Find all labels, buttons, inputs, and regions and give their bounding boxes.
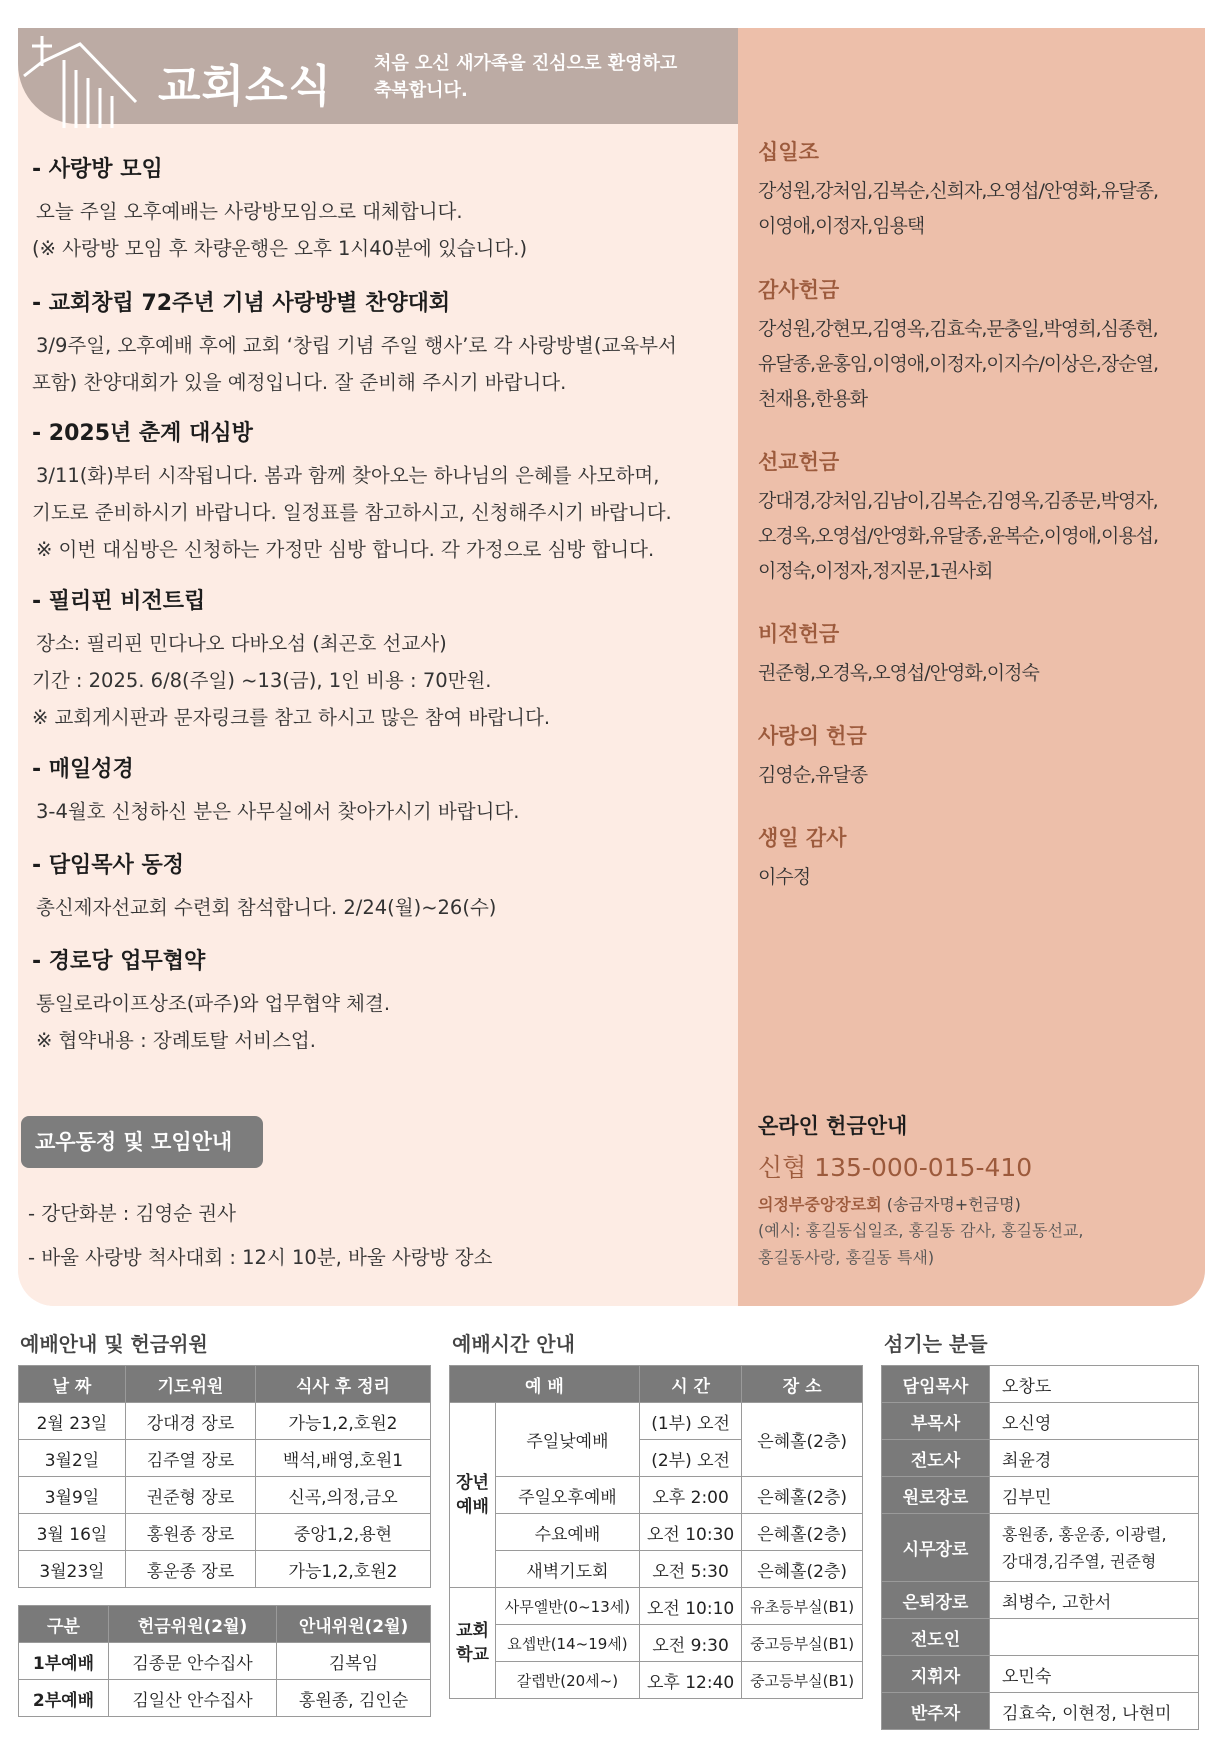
table-row: 원로장로 김부민 (882, 1477, 1199, 1514)
table-row: 3월23일 홍운종 장로 가능1,2,호원2 (19, 1551, 431, 1588)
offering-group: 감사헌금 강성원,강현모,김영옥,김효숙,문충일,박영희,심종현, 유달종,윤홍임,이영애,이정자,이지수/이상은,장순열, 천재용,한용화 (758, 278, 1159, 410)
news-title: - 매일성경 (32, 757, 134, 782)
table-row: 새벽기도회 오전 5:30 은혜홀(2층) (450, 1551, 863, 1588)
account-number: 신협 135-000-015-410 (758, 1153, 1033, 1182)
table-row: 지휘자 오민숙 (882, 1656, 1199, 1693)
offering-group: 사랑의 헌금 김영순,유달종 (758, 724, 868, 786)
offering-group: 생일 감사 이수정 (758, 826, 847, 888)
table-row: 2월 23일 강대경 장로 가능1,2,호원2 (19, 1403, 431, 1440)
news-item: - 사랑방 모임 오늘 주일 오후예배는 사랑방모임으로 대체합니다. (※ 사랑방 모임 후 차량운행은 오후 1시40분에 있습니다.) (32, 152, 732, 267)
news-item: - 매일성경 3-4월호 신청하신 분은 사무실에서 찾아가시기 바랍니다. (32, 752, 732, 830)
news-title: - 교회창립 72주년 기념 사랑방별 찬양대회 (32, 291, 451, 316)
worship-guide-table: 날 짜 기도위원 식사 후 정리 2월 23일 강대경 장로 가능1,2,호원2 3월2일 김주열 장로 백석,배영,호원1 3월9일 권준형 장로 신곡,의정,금오 3월 16일 홍원종 장로 중앙1,2,용현 3월23일 홍운종 장로 가능1,2,호원2 (18, 1365, 431, 1588)
table-row: 교회 학교 사무엘반(0~13세) 오전 10:10 유초등부실(B1) (450, 1588, 863, 1625)
table-row: 반주자 김효숙, 이현정, 나현미 (882, 1693, 1199, 1730)
table-row: 갈렙반(20세~) 오후 12:40 중고등부실(B1) (450, 1662, 863, 1699)
table-row: 3월 16일 홍원종 장로 중앙1,2,용현 (19, 1514, 431, 1551)
section-title: 예배안내 및 헌금위원 (20, 1332, 208, 1356)
table-row: 시무장로 홍원종, 홍운종, 이광렬, 강대경,김주열, 권준형 (882, 1514, 1199, 1582)
news-panel (18, 28, 1205, 1306)
news-title: - 사랑방 모임 (32, 157, 163, 182)
news-title: - 2025년 춘계 대심방 (32, 421, 253, 446)
table-row: 전도인 (882, 1619, 1199, 1656)
news-title: - 필리핀 비전트립 (32, 589, 206, 614)
news-item: - 교회창립 72주년 기념 사랑방별 찬양대회 3/9주일, 오후예배 후에 교회 ‘창립 기념 주일 행사’로 각 사랑방별(교육부서 포함) 찬양대회가 있을 예정입니다. 잘 준비해 주시기 바랍니다. (32, 286, 732, 401)
table-row: 부목사 오신영 (882, 1403, 1199, 1440)
table-row: 3월9일 권준형 장로 신곡,의정,금오 (19, 1477, 431, 1514)
table-row: (2부) 오전 (450, 1440, 863, 1477)
news-item: - 필리핀 비전트립 장소: 필리핀 민다나오 다바오섬 (최곤호 선교사) 기간 : 2025. 6/8(주일) ~13(금), 1인 비용 : 70만원. ※ 교회게시판과 문자링크를 참고 하시고 많은 참여 바랍니다. (32, 584, 732, 736)
offering-group: 선교헌금 강대경,강처임,김남이,김복순,김영옥,김종문,박영자, 오경옥,오영섭/안영화,유달종,윤복순,이영애,이용섭, 이정숙,이정자,정지문,1권사회 (758, 450, 1159, 582)
news-item: - 경로당 업무협약 통일로라이프상조(파주)와 업무협약 체결. ※ 협약내용 : 장례토탈 서비스업. (32, 944, 732, 1059)
news-header (18, 28, 738, 124)
online-offering: 온라인 헌금안내 신협 135-000-015-410 의정부중앙장로회 (송금자명+헌금명) (예시: 홍길동십일조, 홍길동 감사, 홍길동선교, 홍길동사랑, 홍길동 특새) (758, 1110, 1198, 1271)
table-row: 1부예배 김종문 안수집사 김복임 (19, 1643, 431, 1680)
offering-group: 십일조 강성원,강처임,김복순,신희자,오영섭/안영화,유달종, 이영애,이정자,임용택 (758, 140, 1159, 237)
table-row: 주일오후예배 오후 2:00 은혜홀(2층) (450, 1477, 863, 1514)
notice-line: - 강단화분 : 김영순 권사 (28, 1202, 236, 1225)
news-item: - 2025년 춘계 대심방 3/11(화)부터 시작됩니다. 봄과 함께 찾아오는 하나님의 은혜를 사모하며, 기도로 준비하시기 바랍니다. 일정표를 참고하시고, 신청해주시기 바랍니다. ※ 이번 대심방은 신청하는 가정만 심방 합니다. 각 가정으로 심방 합니다. (32, 416, 732, 568)
news-title: - 담임목사 동정 (32, 853, 184, 878)
table-row: 요셉반(14~19세) 오전 9:30 중고등부실(B1) (450, 1625, 863, 1662)
news-item: - 담임목사 동정 총신제자선교회 수련회 참석합니다. 2/24(월)~26(수) (32, 848, 732, 926)
notice-tab: 교우동정 및 모임안내 (21, 1116, 263, 1168)
service-times-table: 예 배 시 간 장 소 장년 예배 주일낮예배 (1부) 오전 은혜홀(2층) (2부) 오전 주일오후예배 오후 2:00 은혜홀(2층) 수요예배 오전 10:30 은혜홀(2층) 새벽기도회 오전 5:30 은혜홀(2층) 교회 학교 사무엘반(0~13세) 오전 10:10 유초등부실(B1) 요셉반(14~19세) 오전 9:30 중고등부실(B1) 갈렙반(20세~) 오후 12:40 중고등부실(B1) (449, 1365, 863, 1699)
table-row: 3월2일 김주열 장로 백석,배영,호원1 (19, 1440, 431, 1477)
offering-group: 비전헌금 권준형,오경옥,오영섭/안영화,이정숙 (758, 622, 1039, 684)
section-title: 섬기는 분들 (884, 1332, 988, 1356)
news-title: - 경로당 업무협약 (32, 949, 206, 974)
offering-committee-table: 구분 헌금위원(2월) 안내위원(2월) 1부예배 김종문 안수집사 김복임 2부예배 김일산 안수집사 홍원종, 김인순 (18, 1605, 431, 1717)
notice-line: - 바울 사랑방 척사대회 : 12시 10분, 바울 사랑방 장소 (28, 1246, 493, 1269)
header-subtitle: 처음 오신 새가족을 진심으로 환영하고 축복합니다. (374, 53, 678, 101)
church-icon (20, 32, 150, 128)
table-row: 수요예배 오전 10:30 은혜홀(2층) (450, 1514, 863, 1551)
table-row: 전도사 최윤경 (882, 1440, 1199, 1477)
section-title: 예배시간 안내 (452, 1332, 575, 1356)
servants-table (881, 1365, 1199, 1730)
table-row: 2부예배 김일산 안수집사 홍원종, 김인순 (19, 1680, 431, 1717)
table-row: 담임목사 오창도 (882, 1366, 1199, 1403)
page-title: 교회소식 (158, 61, 333, 112)
table-row: 장년 예배 주일낮예배 (1부) 오전 은혜홀(2층) (450, 1403, 863, 1440)
table-row: 은퇴장로 최병수, 고한서 (882, 1582, 1199, 1619)
